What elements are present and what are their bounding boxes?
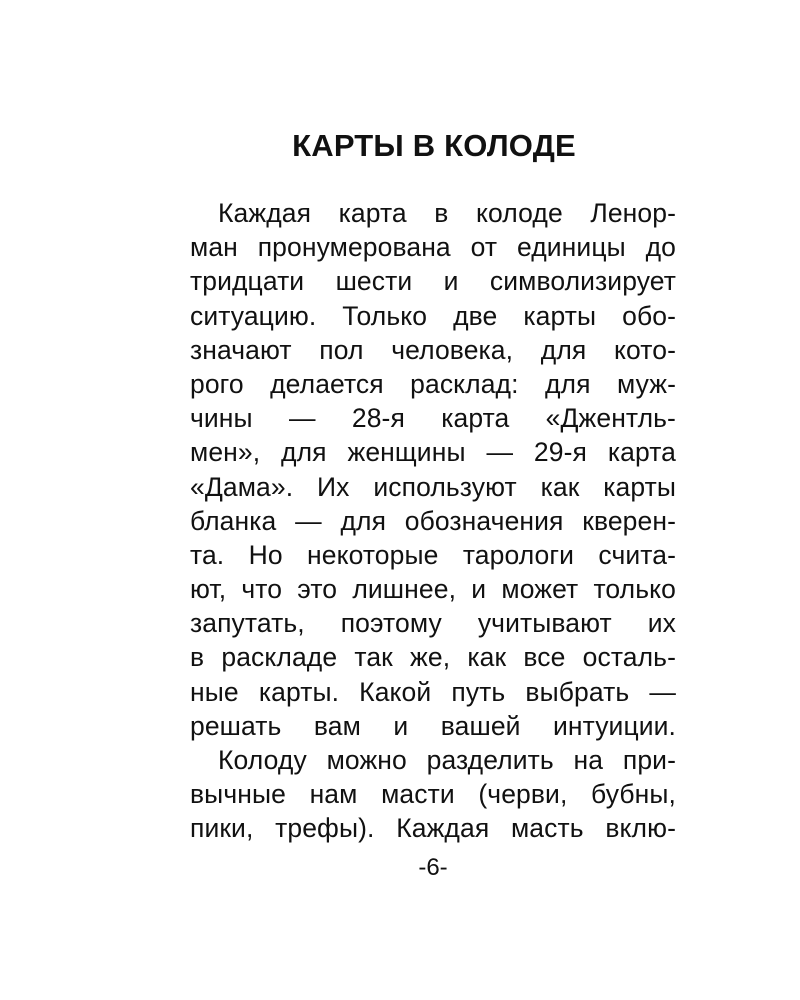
chapter-title: КАРТЫ В КОЛОДЕ	[292, 128, 576, 163]
text-line: «Дама». Их используют как карты	[190, 471, 676, 502]
text-line: Колоду можно разделить на при-	[218, 745, 676, 775]
text-line: пики, трефы). Каждая масть вклю-	[190, 813, 676, 844]
text-line: ют, что это лишнее, и может только	[190, 574, 676, 605]
text-line: ные карты. Какой путь выбрать —	[190, 676, 676, 707]
body-text	[190, 196, 676, 846]
text-line: вычные нам масти (черви, бубны,	[190, 779, 676, 810]
text-line: рого делается расклад: для муж-	[190, 368, 676, 399]
text-line: ман пронумерована от единицы до	[190, 232, 676, 263]
text-line: в раскладе так же, как все осталь-	[190, 642, 676, 673]
text-line: Каждая карта в колоде Ленор-	[218, 198, 676, 228]
text-line: запутать, поэтому учитывают их	[190, 608, 676, 639]
text-line: бланка — для обозначения кверен-	[190, 505, 676, 536]
page-number: -6-	[418, 854, 448, 881]
text-line: та. Но некоторые тарологи счита-	[190, 539, 676, 570]
text-line: решать вам и вашей интуиции.	[190, 710, 676, 741]
text-line: мен», для женщины — 29-я карта	[190, 437, 676, 468]
text-line: ситуацию. Только две карты обо-	[190, 300, 676, 331]
text-line: значают пол человека, для кото-	[190, 334, 676, 365]
text-line: чины — 28-я карта «Джентль-	[190, 403, 676, 434]
text-line: тридцати шести и символизирует	[190, 266, 676, 297]
